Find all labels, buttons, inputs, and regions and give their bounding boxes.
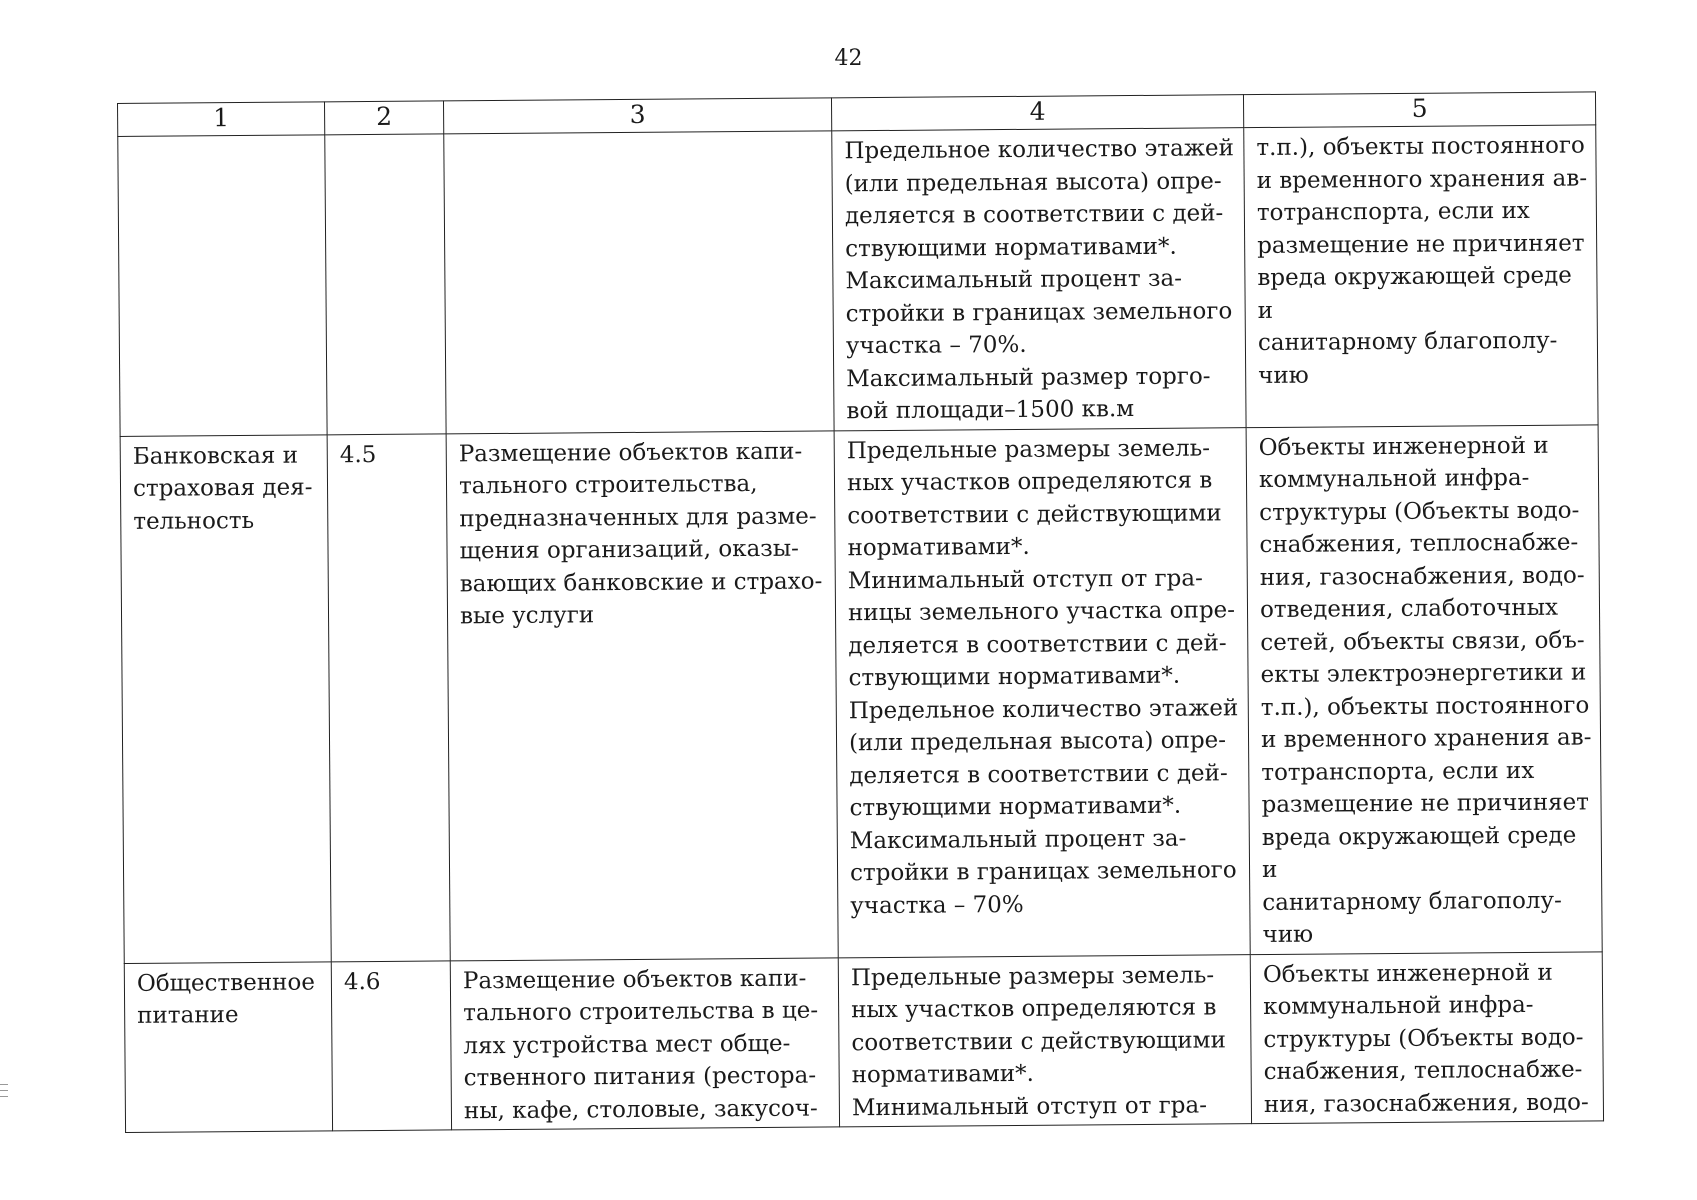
table-row-catering [124,951,1603,1132]
land-use-table [117,91,1604,1133]
cell-use-name [118,135,327,436]
cell-use-description: Размещение объектов капи- тального строительства в це- лях устройства мест обще- ственного питания (рестора- ны, кафе, столовые, закусоч- [450,957,839,1130]
header-col-1: 1 [118,102,325,137]
cell-auxiliary-uses: т.п.), объекты постоянного и временного хранения ав- тотранспорта, если их размещение не причиняет вреда окружающей среде и санитарному благополу- чию [1244,125,1598,427]
cell-auxiliary-uses: Объекты инженерной и коммунальной инфра- структуры (Объекты водо- снабжения, теплоснабже- ния, газоснабжения, водо- [1250,951,1603,1123]
cell-use-name: Общественное питание [124,961,332,1132]
header-col-2: 2 [324,101,443,135]
scan-edge-mark [0,1084,8,1085]
header-col-5: 5 [1243,92,1595,128]
cell-parameters: Предельное количество этажей (или предельная высота) опре- деляется в соответствии с дей- ствующими нормативами*. Максимальный процент за- стройки в границах земельного участка – 70%. Максимальный размер торго- вой площади–1500 кв.м [832,128,1246,431]
header-col-4: 4 [831,95,1243,131]
table-row-banking [120,424,1602,963]
cell-parameters: Предельные размеры земель- ных участков определяются в соответствии с действующими нормативами*. Минимальный отступ от гра- [838,954,1251,1127]
cell-use-code: 4.6 [331,960,451,1130]
scan-edge-mark [0,1090,8,1091]
page-number: 42 [834,46,863,71]
cell-use-name: Банковская и страховая дея- тельность [120,434,331,963]
cell-use-description: Размещение объектов капи- тального строительства, предназначенных для разме- щения организаций, оказы- вающих банковские и страхо- вые услуги [446,430,838,960]
cell-use-code [325,134,446,434]
header-col-3: 3 [443,98,831,134]
cell-parameters: Предельные размеры земель- ных участков определяются в соответствии с действующими нормативами*. Минимальный отступ от гра- ницы земельного участка опре- деляется в соответствии с дей- ствующими нормативами*. Предельное количество этажей (или предельная высота) опре- деляется в соответствии с дей- ствующими нормативами*. Максимальный процент за- стройки в границах земельного участка – 70% [834,427,1250,957]
cell-use-code: 4.5 [327,433,450,961]
cell-use-description [444,131,834,434]
cell-auxiliary-uses: Объекты инженерной и коммунальной инфра- структуры (Объекты водо- снабжения, теплоснабже- ния, газоснабжения, водо- отведения, слаботочных сетей, объекты связи, объ- екты электроэнергетики и т.п.), объекты постоянного и временного хранения ав- тотранспорта, если их размещение не причиняет вреда окружающей среде и санитарному благополу- чию [1246,424,1602,954]
scan-edge-mark [0,1096,8,1097]
table-row-continuation [118,125,1598,436]
